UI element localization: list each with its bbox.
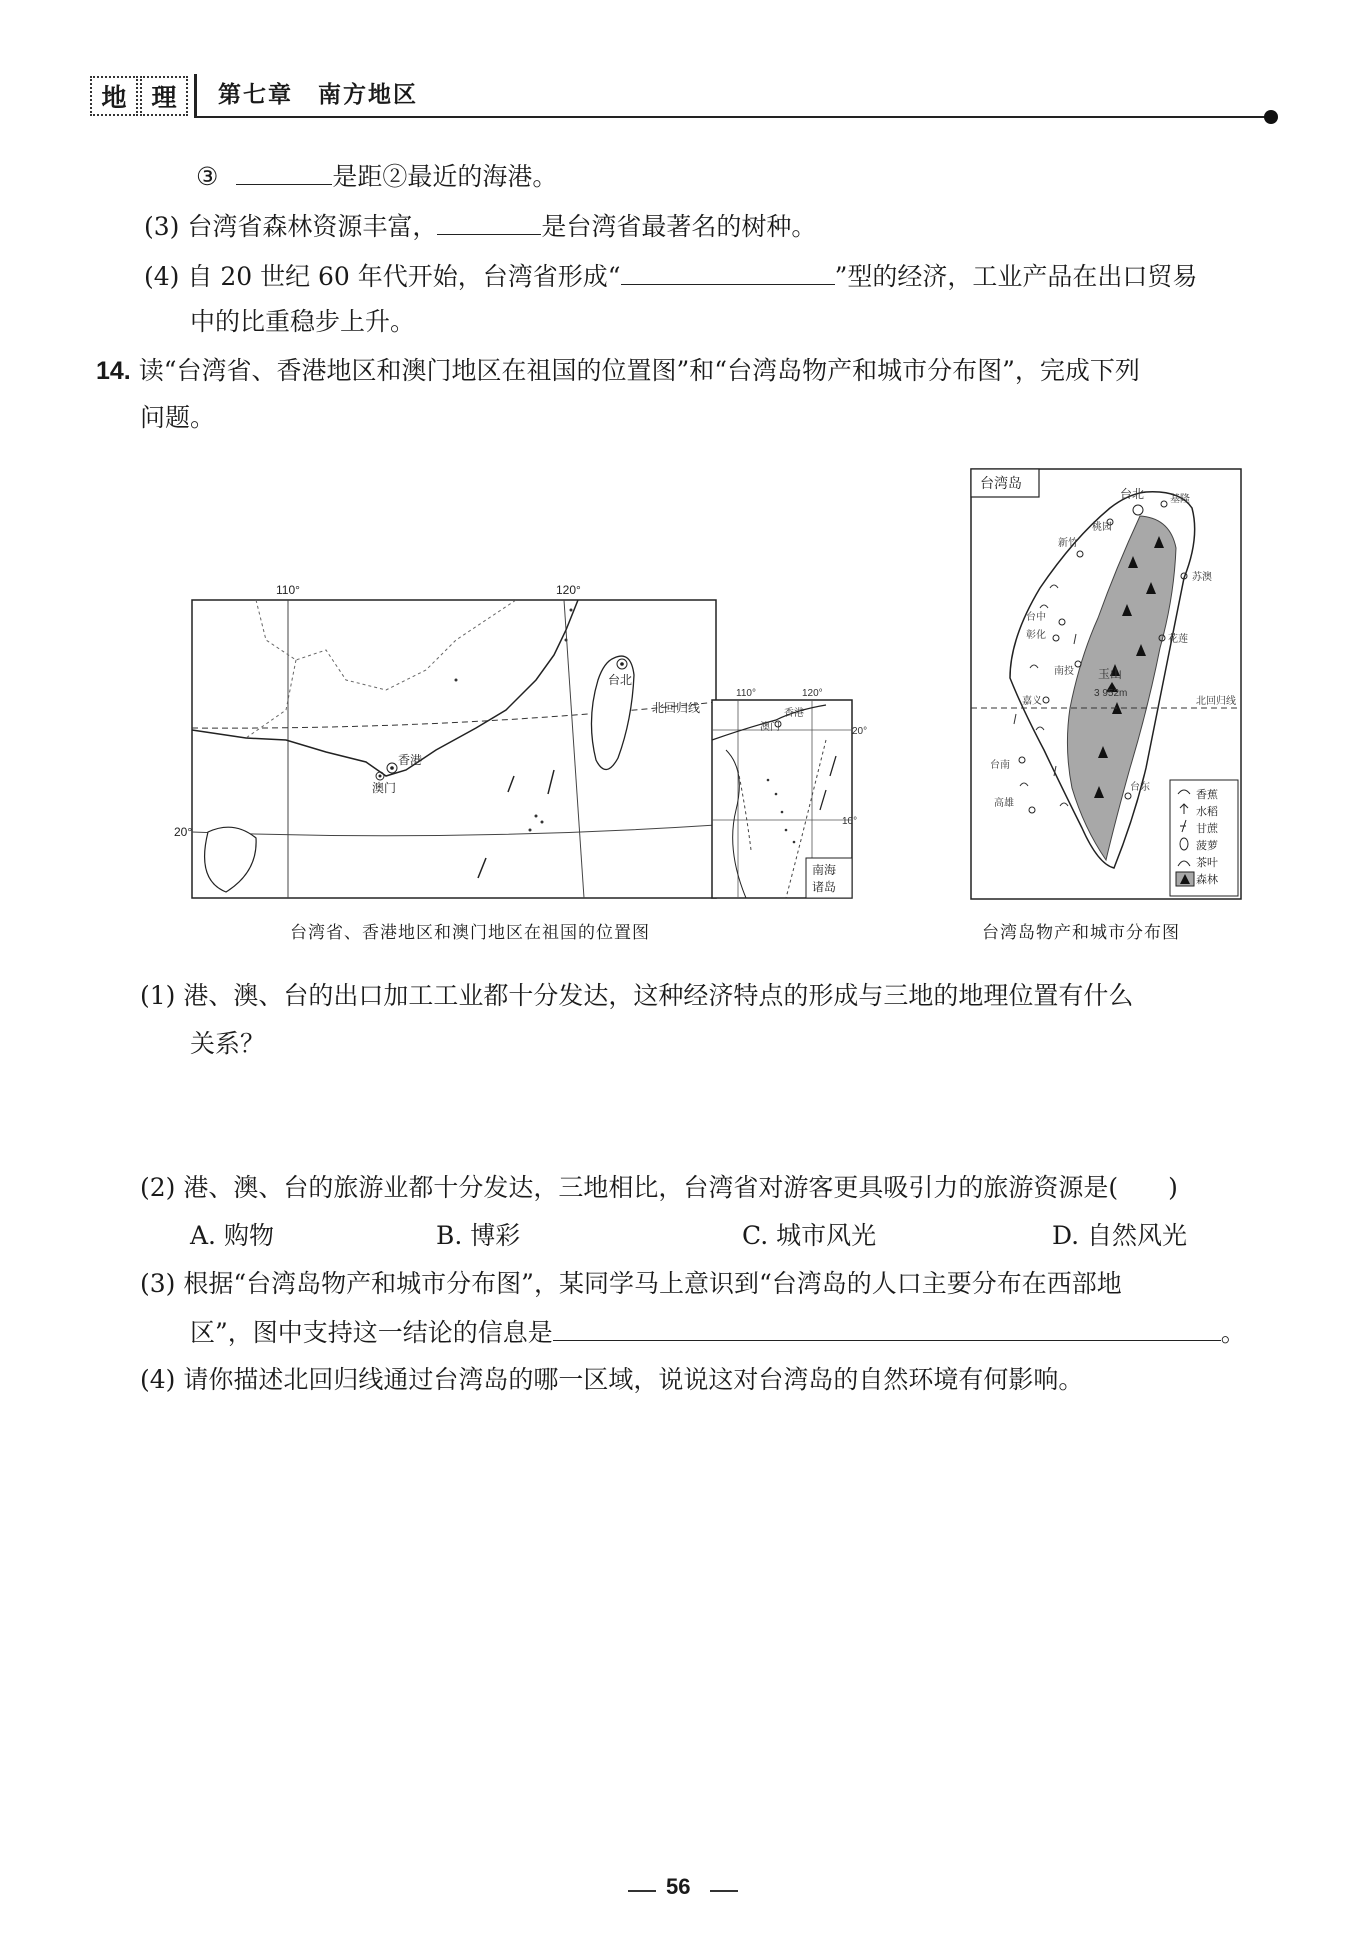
inset-title-1: 南海 [812, 863, 837, 877]
taidong-city: 台东 [1130, 782, 1150, 793]
chapter-title: 第七章 南方地区 [218, 81, 418, 108]
subject-box-1 [90, 76, 138, 116]
q13-p3-text-b: 是台湾省最著名的树种。 [541, 212, 817, 241]
q13-p4-cont: 中的比重稳步上升。 [190, 307, 416, 336]
q13-item3-marker: ③ [196, 162, 219, 191]
q14-p3-label: (3) [140, 1269, 176, 1298]
q14-p3-line [140, 1266, 1122, 1302]
footer-dash-left [628, 1890, 656, 1892]
q14-p1-label: (1) [140, 981, 176, 1010]
position-map-frame [192, 600, 716, 898]
legend-rice: 水稻 [1196, 806, 1218, 818]
q14-p4-text: 请你描述北回归线通过台湾岛的哪一区域，说说这对台湾岛的自然环境有何影响。 [183, 1365, 1084, 1394]
legend-banana: 香蕉 [1196, 789, 1218, 801]
xinzhu-city: 新竹 [1058, 538, 1078, 549]
lon-110-label: 110° [276, 583, 300, 597]
q14-p1-line [140, 978, 1133, 1014]
q13-p3-blank[interactable] [437, 208, 541, 235]
changhua-city: 彰化 [1026, 630, 1046, 641]
inset-lon-120: 120° [802, 688, 823, 699]
jiayi-city: 嘉义 [1022, 696, 1042, 707]
q14-p3-blank[interactable] [553, 1314, 1221, 1341]
q13-p4-line [144, 258, 1197, 295]
taibei-city: 台北 [1120, 487, 1145, 501]
q14-stem-b: 问题。 [140, 403, 216, 432]
legend-sugarcane: 甘蔗 [1196, 823, 1218, 835]
suao-city: 苏澳 [1192, 572, 1212, 583]
legend-forest: 森林 [1196, 874, 1218, 886]
q13-p3-line [144, 208, 816, 245]
option-d[interactable]: D. 自然风光 [1052, 1221, 1188, 1250]
header-divider [194, 74, 197, 118]
q13-item3-text: 是距②最近的海港。 [332, 162, 558, 191]
q14-p2-text: 港、澳、台的旅游业都十分发达，三地相比，台湾省对游客更具吸引力的旅游资源是( ) [183, 1173, 1178, 1202]
legend-pineapple: 菠萝 [1196, 840, 1218, 852]
taoyuan-city: 桃园 [1092, 522, 1112, 533]
elevation-label: 3 952m [1094, 688, 1128, 699]
q14-p3-cont [190, 1314, 1246, 1351]
option-b[interactable]: B. 博彩 [436, 1221, 521, 1250]
taiwan-map-title: 台湾岛 [980, 475, 1022, 491]
q14-p3-text-a: 根据“台湾岛物产和城市分布图”，某同学马上意识到“台湾岛的人口主要分布在西部地 [183, 1269, 1122, 1298]
page-number: 56 [666, 1874, 691, 1899]
tropic-label: 北回归线 [652, 701, 701, 715]
taiwan-map [970, 468, 1242, 900]
q14-p1-text-a: 港、澳、台的出口加工工业都十分发达，这种经济特点的形成与三地的地理位置有什么 [183, 981, 1134, 1010]
inset-lat-20: 20° [852, 726, 868, 737]
q13-p3-label: (3) [144, 212, 180, 241]
q13-p3-text-a: 台湾省森林资源丰富， [187, 212, 438, 241]
q13-p4-blank[interactable] [621, 258, 835, 285]
header-rule-dot [1264, 110, 1278, 124]
macau-label: 澳门 [372, 781, 397, 795]
q13-p4-text-a: 自 20 世纪 60 年代开始，台湾省形成“ [187, 262, 621, 291]
option-c[interactable]: C. 城市风光 [742, 1221, 877, 1250]
q14-p4-label: (4) [140, 1365, 176, 1394]
footer-dash-right [710, 1890, 738, 1892]
yushan-label: 玉山 [1098, 667, 1123, 681]
subject-box-2 [140, 76, 188, 116]
inset-title-2: 诸岛 [812, 880, 837, 894]
inset-lat-10: 10° [842, 816, 858, 827]
q14-p1-text-b: 关系？ [190, 1029, 266, 1058]
q13-p4-label: (4) [144, 262, 180, 291]
q13-item3-blank[interactable] [236, 158, 332, 185]
taiwan-tropic-label: 北回归线 [1196, 696, 1236, 707]
jilong-city: 基隆 [1170, 494, 1190, 505]
gaoxiong-city: 高雄 [994, 798, 1014, 809]
q14-p2-line [140, 1170, 1178, 1206]
header-rule [194, 116, 1270, 118]
inset-lon-110: 110° [736, 688, 756, 699]
position-map [174, 580, 868, 905]
tainan-city: 台南 [990, 760, 1010, 771]
taiwan-map-caption: 台湾岛物产和城市分布图 [982, 923, 1180, 943]
hongkong-label: 香港 [398, 753, 423, 767]
q14-p2-label: (2) [140, 1173, 176, 1202]
legend-tea: 茶叶 [1196, 857, 1218, 869]
q14-p4-line [140, 1362, 1083, 1398]
inset-hongkong: 香港 [784, 708, 804, 719]
q14-p3-text-b: 区”，图中支持这一结论的信息是 [190, 1318, 553, 1347]
q13-p4-text-b: ”型的经济，工业产品在出口贸易 [834, 262, 1198, 291]
taizhong-city: 台中 [1026, 612, 1046, 623]
position-map-caption: 台湾省、香港地区和澳门地区在祖国的位置图 [290, 923, 650, 943]
q14-number: 14. [96, 357, 131, 385]
subject-char-1: 地 [101, 83, 127, 112]
nantou-city: 南投 [1054, 666, 1074, 677]
option-a[interactable]: A. 购物 [190, 1221, 274, 1250]
taibei-label: 台北 [608, 673, 633, 687]
q13-item3-line [196, 158, 557, 195]
inset-macau: 澳门 [760, 722, 780, 733]
subject-char-2: 理 [151, 83, 177, 112]
q14-p3-end: 。 [1220, 1318, 1246, 1347]
hualian-city: 花莲 [1168, 634, 1188, 645]
lat-20-label: 20° [174, 825, 193, 839]
q14-stem-line1 [96, 353, 1140, 389]
q14-stem-a: 读“台湾省、香港地区和澳门地区在祖国的位置图”和“台湾岛物产和城市分布图”，完成下列 [138, 356, 1140, 385]
lon-120-label: 120° [556, 583, 581, 597]
